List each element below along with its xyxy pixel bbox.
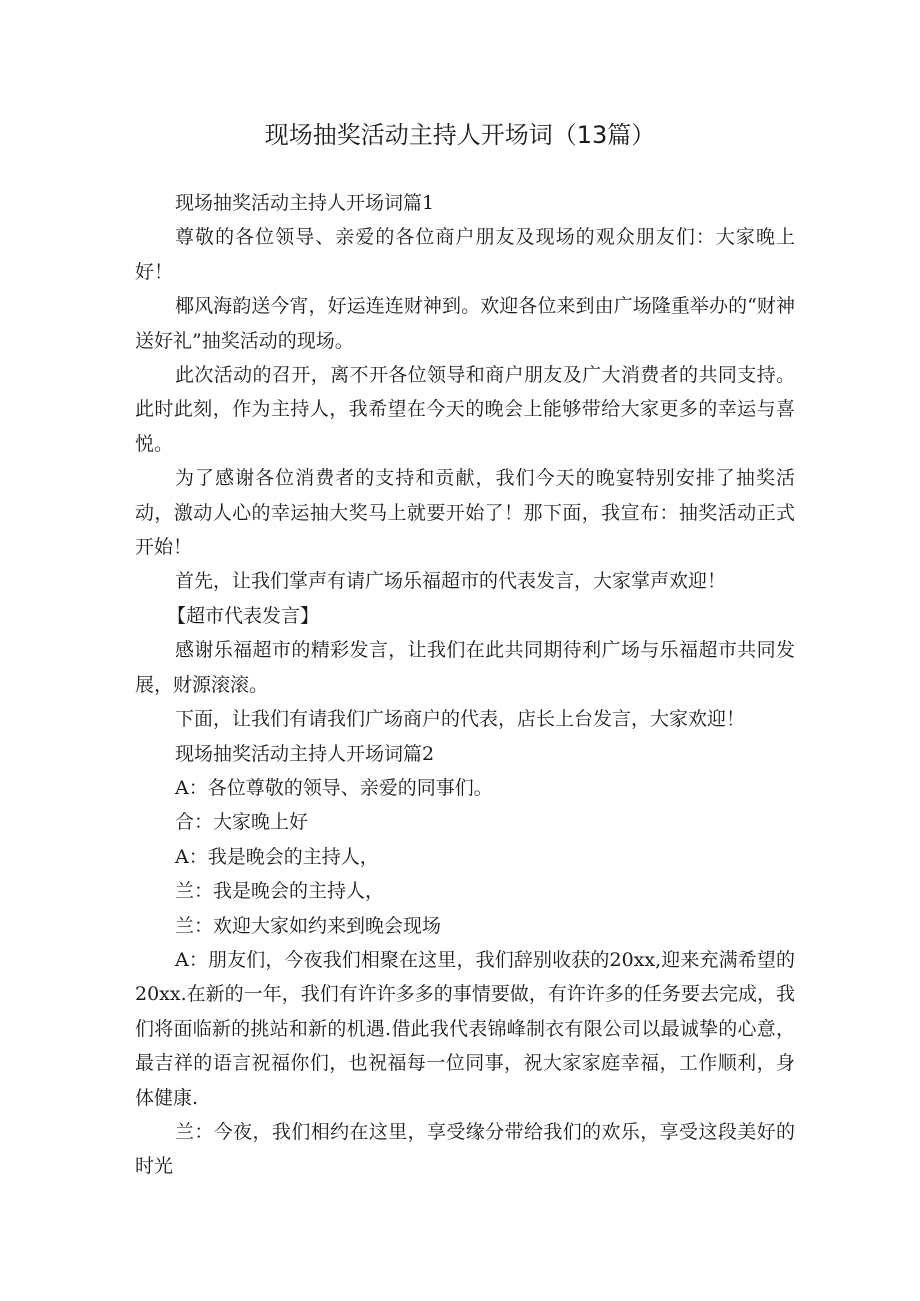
document-body	[135, 186, 795, 1184]
paragraph-greeting: 尊敬的各位领导、亲爱的各位商户朋友及现场的观众朋友们：大家晚上好！	[135, 226, 795, 283]
paragraph-welcome: 椰风海韵送今宵，好运连连财神到。欢迎各位来到由广场隆重举办的“财神送好礼”抽奖活动的现场。	[135, 295, 795, 352]
dialogue-paragraph: A：朋友们，今夜我们相聚在这里，我们辞别收获的20xx,迎来充满希望的20xx.在新的一年，我们有许许多多的事情要做，有许许多的任务要去完成，我们将面临新的挑站和新的机遇.借此我代表锦峰制衣有限公司以最诚挚的心意，最吉祥的语言祝福你们，也祝福每一位同事，祝大家家庭幸福，工作顺利，身体健康.	[135, 948, 795, 1109]
dialogue-line: 合：大家晚上好	[175, 811, 309, 834]
dialogue-paragraph: 兰：今夜，我们相约在这里，享受缘分带给我们的欢乐，享受这段美好的时光	[135, 1120, 795, 1178]
paragraph-invite-supermarket: 首先，让我们掌声有请广场乐福超市的代表发言，大家掌声欢迎！	[175, 570, 727, 593]
paragraph-thanks: 感谢乐福超市的精彩发言，让我们在此共同期待利广场与乐福超市共同发展，财源滚滚。	[135, 639, 795, 696]
dialogue-line: 兰：欢迎大家如约来到晚会现场	[175, 914, 442, 937]
section-heading-2: 现场抽奖活动主持人开场词篇2	[175, 742, 435, 765]
dialogue-line: A：我是晚会的主持人，	[175, 845, 379, 868]
section-heading-1: 现场抽奖活动主持人开场词篇1	[175, 192, 435, 214]
paragraph-support: 此次活动的召开，离不开各位领导和商户朋友及广大消费者的共同支持。此时此刻，作为主持人，我希望在今天的晚会上能够带给大家更多的幸运与喜悦。	[135, 364, 795, 455]
dialogue-line: A：各位尊敬的领导、亲爱的同事们。	[175, 776, 493, 799]
document-title: 现场抽奖活动主持人开场词（13篇）	[264, 121, 656, 149]
dialogue-line: 兰：我是晚会的主持人，	[175, 880, 385, 903]
paragraph-lottery-start: 为了感谢各位消费者的支持和贡献，我们今天的晚宴特别安排了抽奖活动，激动人心的幸运抽大奖马上就要开始了！那下面，我宣布：抽奖活动正式开始！	[135, 467, 795, 559]
paragraph-supermarket-speech: 【超市代表发言】	[167, 604, 320, 627]
paragraph-invite-merchant: 下面，让我们有请我们广场商户的代表，店长上台发言，大家欢迎！	[175, 708, 746, 731]
